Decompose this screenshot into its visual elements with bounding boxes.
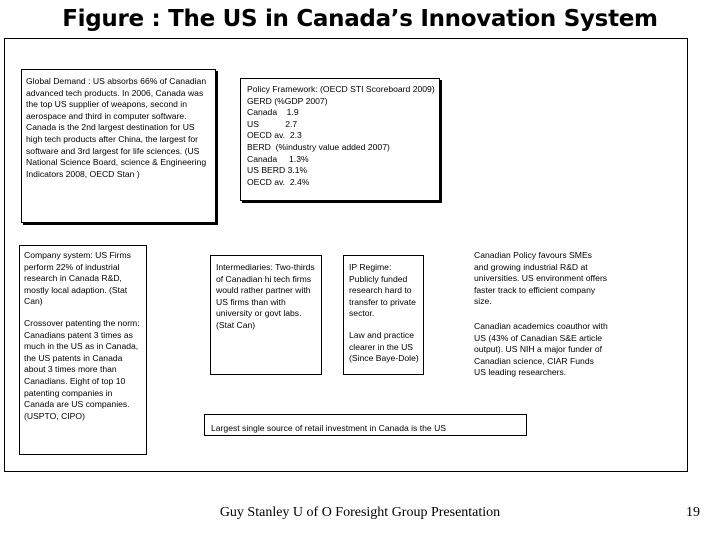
canadian-policy-text: Canadian Policy favours SMEs and growing industrial R&D at universities. US environment offers faster track to efficient company size. [474,250,608,307]
company-system-box [19,245,147,455]
policy-line: BERD (%industry value added 2007) [247,141,390,152]
policy-line: Canada 1.3% [247,153,309,164]
intermediaries-box [210,255,322,375]
policy-line: Policy Framework: (OECD STI Scoreboard 2009) [247,84,435,94]
policy-line: OECD av. 2.3 [247,130,302,141]
global-demand-text: Global Demand : US absorbs 66% of Canadian advanced tech products. In 2006, Canada was the top US supplier of weapons, second in aerospace and third in computer software. Canada is the 2nd largest destination for US high tech products after China, the largest for software and 3rd largest for life sciences. (US National Science Board, science & Engineering Indicators 2008, OECD Stan ) [26,76,207,179]
ip-regime-box [343,255,424,375]
page-number: 19 [686,505,700,520]
policy-line: OECD av. 2.4% [247,176,310,187]
footer-author: Guy Stanley U of O Foresight Group Presentation [219,505,501,520]
canadian-academics-text: Canadian academics coauthor with US (43% of Canadian S&E article output). US NIH a major funder of Canadian science, CIAR Funds US leading researchers. [474,321,608,378]
retail-investment-text: Largest single source of retail investment in Canada is the US [211,423,447,433]
retail-investment-box [204,414,527,436]
intermediaries-text: Intermediaries: Two-thirds of Canadian hi tech firms would rather partner with US firms than with university or govt labs. (Stat Can) [216,262,315,330]
policy-line: US 2.7 [247,118,298,129]
crossover-text: Crossover patenting the norm: Canadians patent 3 times as much in the US as in Canada, the US patents in Canada about 3 times more than Canadians. Eight of top 10 patenting companies in Canada are US companies. (USPTO, CIPO) [24,317,140,421]
policy-framework-box [240,78,440,201]
policy-line: US BERD 3.1% [247,165,308,176]
law-practice-text: Law and practice clearer in the US (Since Baye-Dole) [349,329,419,364]
ip-regime-text: IP Regime: Publicly funded research hard to transfer to private sector. [349,262,416,319]
figure-title: Figure : The US in Canada’s Innovation System [62,6,658,32]
company-system-text: Company system: US Firms perform 22% of industrial research in Canada R&D, mostly local adaption. (Stat Can) [24,250,131,307]
global-demand-box [21,69,216,223]
policy-line: GERD (%GDP 2007) [247,95,328,106]
policy-line: Canada 1.9 [247,107,299,118]
